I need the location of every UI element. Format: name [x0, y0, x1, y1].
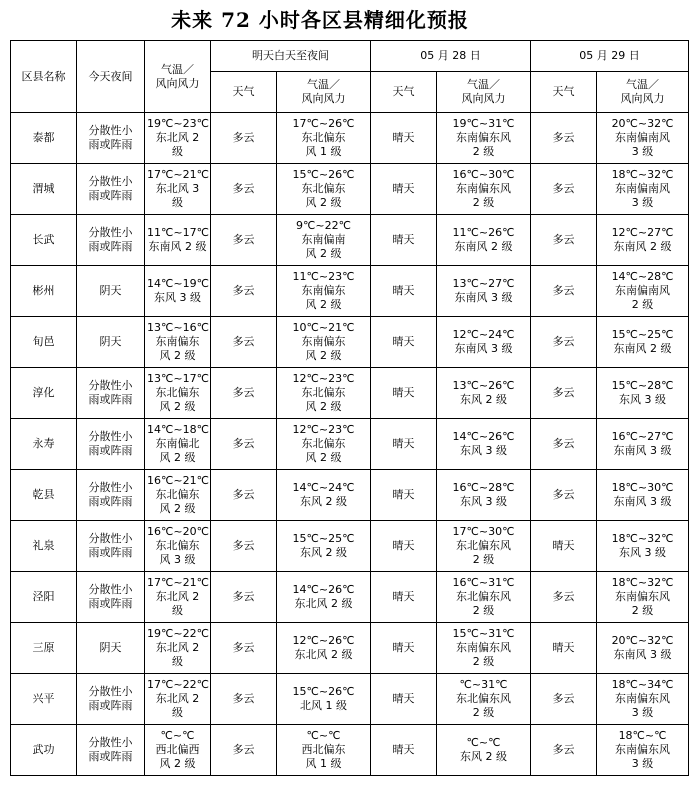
tonight-weather-cell: 分散性小 雨或阵雨 — [77, 215, 145, 266]
period-1-weather-cell: 多云 — [211, 572, 277, 623]
period-1-temp-wind-cell: 10℃~21℃ 东南偏东 风 2 级 — [277, 317, 371, 368]
period-3-weather-cell: 多云 — [531, 725, 597, 776]
period-1-weather-cell: 多云 — [211, 368, 277, 419]
county-cell: 乾县 — [11, 470, 77, 521]
forecast-table — [10, 40, 689, 776]
period-1-weather-cell: 多云 — [211, 521, 277, 572]
period-3-temp-wind-cell: 20℃~32℃ 东南偏南风 3 级 — [597, 113, 689, 164]
period-3-weather-cell: 多云 — [531, 317, 597, 368]
period-2-weather-cell: 晴天 — [371, 725, 437, 776]
period-3-temp-wind-cell: 18℃~32℃ 东风 3 级 — [597, 521, 689, 572]
header-weather-2: 天气 — [371, 72, 437, 113]
tonight-temp-wind-cell: 14℃~19℃ 东风 3 级 — [145, 266, 211, 317]
period-3-weather-cell: 晴天 — [531, 521, 597, 572]
period-2-weather-cell: 晴天 — [371, 164, 437, 215]
table-row — [11, 623, 689, 674]
period-1-temp-wind-cell: 14℃~26℃ 东北风 2 级 — [277, 572, 371, 623]
period-3-weather-cell: 多云 — [531, 419, 597, 470]
county-cell: 兴平 — [11, 674, 77, 725]
table-row — [11, 317, 689, 368]
tonight-temp-wind-cell: 17℃~21℃ 东北风 3 级 — [145, 164, 211, 215]
tonight-weather-cell: 阴天 — [77, 266, 145, 317]
table-row — [11, 113, 689, 164]
period-1-weather-cell: 多云 — [211, 266, 277, 317]
period-1-weather-cell: 多云 — [211, 113, 277, 164]
tonight-temp-wind-cell: 16℃~21℃ 东北偏东 风 2 级 — [145, 470, 211, 521]
county-cell: 泾阳 — [11, 572, 77, 623]
table-row — [11, 674, 689, 725]
tonight-weather-cell: 分散性小 雨或阵雨 — [77, 725, 145, 776]
period-3-temp-wind-cell: 18℃~30℃ 东南风 3 级 — [597, 470, 689, 521]
period-2-weather-cell: 晴天 — [371, 317, 437, 368]
period-2-weather-cell: 晴天 — [371, 368, 437, 419]
county-cell: 长武 — [11, 215, 77, 266]
period-3-temp-wind-cell: 16℃~27℃ 东南风 3 级 — [597, 419, 689, 470]
period-2-temp-wind-cell: 16℃~31℃ 东北偏东风 2 级 — [437, 572, 531, 623]
period-3-weather-cell: 多云 — [531, 368, 597, 419]
header-period-1: 明天白天至夜间 — [211, 41, 371, 72]
tonight-temp-wind-cell: 17℃~21℃ 东北风 2 级 — [145, 572, 211, 623]
tonight-weather-cell: 分散性小 雨或阵雨 — [77, 470, 145, 521]
county-cell: 彬州 — [11, 266, 77, 317]
county-cell: 淳化 — [11, 368, 77, 419]
period-2-weather-cell: 晴天 — [371, 572, 437, 623]
tonight-weather-cell: 阴天 — [77, 623, 145, 674]
header-temp-wind-1: 气温／ 风向风力 — [277, 72, 371, 113]
header-tonight: 今天夜间 — [77, 41, 145, 113]
period-3-weather-cell: 多云 — [531, 470, 597, 521]
period-2-temp-wind-cell: 19℃~31℃ 东南偏东风 2 级 — [437, 113, 531, 164]
tonight-temp-wind-cell: 19℃~23℃ 东北风 2 级 — [145, 113, 211, 164]
period-1-temp-wind-cell: 9℃~22℃ 东南偏南 风 2 级 — [277, 215, 371, 266]
period-2-temp-wind-cell: 14℃~26℃ 东风 3 级 — [437, 419, 531, 470]
table-row — [11, 521, 689, 572]
period-3-weather-cell: 多云 — [531, 113, 597, 164]
period-3-weather-cell: 多云 — [531, 164, 597, 215]
tonight-temp-wind-cell: 14℃~18℃ 东南偏北 风 2 级 — [145, 419, 211, 470]
tonight-weather-cell: 分散性小 雨或阵雨 — [77, 521, 145, 572]
table-row — [11, 572, 689, 623]
period-2-temp-wind-cell: 13℃~27℃ 东南风 3 级 — [437, 266, 531, 317]
header-weather-1: 天气 — [211, 72, 277, 113]
period-3-weather-cell: 多云 — [531, 215, 597, 266]
page-title: 未来 72 小时各区县精细化预报 — [171, 8, 469, 32]
period-2-weather-cell: 晴天 — [371, 215, 437, 266]
header-county: 区县名称 — [11, 41, 77, 113]
header-period-3: 05 月 29 日 — [531, 41, 689, 72]
period-2-weather-cell: 晴天 — [371, 623, 437, 674]
period-1-temp-wind-cell: 15℃~25℃ 东风 2 级 — [277, 521, 371, 572]
tonight-weather-cell: 分散性小 雨或阵雨 — [77, 113, 145, 164]
period-1-temp-wind-cell: ℃~℃ 西北偏东 风 1 级 — [277, 725, 371, 776]
period-2-weather-cell: 晴天 — [371, 521, 437, 572]
period-3-weather-cell: 晴天 — [531, 623, 597, 674]
forecast-rows — [11, 113, 689, 776]
tonight-temp-wind-cell: ℃~℃ 西北偏西 风 2 级 — [145, 725, 211, 776]
period-2-temp-wind-cell: ℃~31℃ 东北偏东风 2 级 — [437, 674, 531, 725]
period-2-temp-wind-cell: 13℃~26℃ 东风 2 级 — [437, 368, 531, 419]
period-1-temp-wind-cell: 12℃~26℃ 东北风 2 级 — [277, 623, 371, 674]
header-period-2: 05 月 28 日 — [371, 41, 531, 72]
table-row — [11, 215, 689, 266]
period-1-temp-wind-cell: 11℃~23℃ 东南偏东 风 2 级 — [277, 266, 371, 317]
period-1-weather-cell: 多云 — [211, 317, 277, 368]
period-2-weather-cell: 晴天 — [371, 113, 437, 164]
period-2-temp-wind-cell: 12℃~24℃ 东南风 3 级 — [437, 317, 531, 368]
county-cell: 永寿 — [11, 419, 77, 470]
period-1-temp-wind-cell: 12℃~23℃ 东北偏东 风 2 级 — [277, 419, 371, 470]
table-row — [11, 419, 689, 470]
tonight-temp-wind-cell: 17℃~22℃ 东北风 2 级 — [145, 674, 211, 725]
county-cell: 武功 — [11, 725, 77, 776]
header-weather-3: 天气 — [531, 72, 597, 113]
county-cell: 渭城 — [11, 164, 77, 215]
period-1-temp-wind-cell: 12℃~23℃ 东北偏东 风 2 级 — [277, 368, 371, 419]
period-3-temp-wind-cell: 18℃~℃ 东南偏东风 3 级 — [597, 725, 689, 776]
period-2-temp-wind-cell: 11℃~26℃ 东南风 2 级 — [437, 215, 531, 266]
period-2-temp-wind-cell: 15℃~31℃ 东南偏东风 2 级 — [437, 623, 531, 674]
period-1-weather-cell: 多云 — [211, 470, 277, 521]
tonight-weather-cell: 分散性小 雨或阵雨 — [77, 674, 145, 725]
period-2-weather-cell: 晴天 — [371, 266, 437, 317]
tonight-temp-wind-cell: 19℃~22℃ 东北风 2 级 — [145, 623, 211, 674]
tonight-temp-wind-cell: 13℃~17℃ 东北偏东 风 2 级 — [145, 368, 211, 419]
tonight-weather-cell: 阴天 — [77, 317, 145, 368]
tonight-temp-wind-cell: 13℃~16℃ 东南偏东 风 2 级 — [145, 317, 211, 368]
period-2-temp-wind-cell: ℃~℃ 东风 2 级 — [437, 725, 531, 776]
period-1-weather-cell: 多云 — [211, 215, 277, 266]
tonight-weather-cell: 分散性小 雨或阵雨 — [77, 368, 145, 419]
period-3-temp-wind-cell: 12℃~27℃ 东南风 2 级 — [597, 215, 689, 266]
table-row — [11, 725, 689, 776]
period-3-temp-wind-cell: 20℃~32℃ 东南风 3 级 — [597, 623, 689, 674]
period-1-weather-cell: 多云 — [211, 419, 277, 470]
period-3-temp-wind-cell: 18℃~32℃ 东南偏东风 2 级 — [597, 572, 689, 623]
header-tonight-temp: 气温／ 风向风力 — [145, 41, 211, 113]
county-cell: 礼泉 — [11, 521, 77, 572]
header-temp-wind-2: 气温／ 风向风力 — [437, 72, 531, 113]
period-3-weather-cell: 多云 — [531, 266, 597, 317]
period-3-temp-wind-cell: 14℃~28℃ 东南偏南风 2 级 — [597, 266, 689, 317]
table-row — [11, 368, 689, 419]
period-2-weather-cell: 晴天 — [371, 470, 437, 521]
county-cell: 三原 — [11, 623, 77, 674]
county-cell: 泰都 — [11, 113, 77, 164]
period-2-weather-cell: 晴天 — [371, 674, 437, 725]
county-cell: 旬邑 — [11, 317, 77, 368]
period-3-weather-cell: 多云 — [531, 674, 597, 725]
period-1-temp-wind-cell: 14℃~24℃ 东风 2 级 — [277, 470, 371, 521]
period-2-temp-wind-cell: 16℃~28℃ 东风 3 级 — [437, 470, 531, 521]
period-3-temp-wind-cell: 18℃~34℃ 东南偏东风 3 级 — [597, 674, 689, 725]
tonight-weather-cell: 分散性小 雨或阵雨 — [77, 572, 145, 623]
period-1-weather-cell: 多云 — [211, 623, 277, 674]
period-3-temp-wind-cell: 15℃~25℃ 东南风 2 级 — [597, 317, 689, 368]
period-1-weather-cell: 多云 — [211, 674, 277, 725]
period-3-temp-wind-cell: 15℃~28℃ 东风 3 级 — [597, 368, 689, 419]
period-1-temp-wind-cell: 15℃~26℃ 东北偏东 风 2 级 — [277, 164, 371, 215]
period-1-weather-cell: 多云 — [211, 164, 277, 215]
tonight-weather-cell: 分散性小 雨或阵雨 — [77, 419, 145, 470]
period-2-weather-cell: 晴天 — [371, 419, 437, 470]
period-3-weather-cell: 多云 — [531, 572, 597, 623]
period-2-temp-wind-cell: 16℃~30℃ 东南偏东风 2 级 — [437, 164, 531, 215]
tonight-weather-cell: 分散性小 雨或阵雨 — [77, 164, 145, 215]
period-1-weather-cell: 多云 — [211, 725, 277, 776]
table-row — [11, 266, 689, 317]
period-1-temp-wind-cell: 17℃~26℃ 东北偏东 风 1 级 — [277, 113, 371, 164]
table-row — [11, 164, 689, 215]
tonight-temp-wind-cell: 16℃~20℃ 东北偏东 风 3 级 — [145, 521, 211, 572]
table-row — [11, 470, 689, 521]
header-temp-wind-3: 气温／ 风向风力 — [597, 72, 689, 113]
period-2-temp-wind-cell: 17℃~30℃ 东北偏东风 2 级 — [437, 521, 531, 572]
period-1-temp-wind-cell: 15℃~26℃ 北风 1 级 — [277, 674, 371, 725]
tonight-temp-wind-cell: 11℃~17℃ 东南风 2 级 — [145, 215, 211, 266]
period-3-temp-wind-cell: 18℃~32℃ 东南偏南风 3 级 — [597, 164, 689, 215]
